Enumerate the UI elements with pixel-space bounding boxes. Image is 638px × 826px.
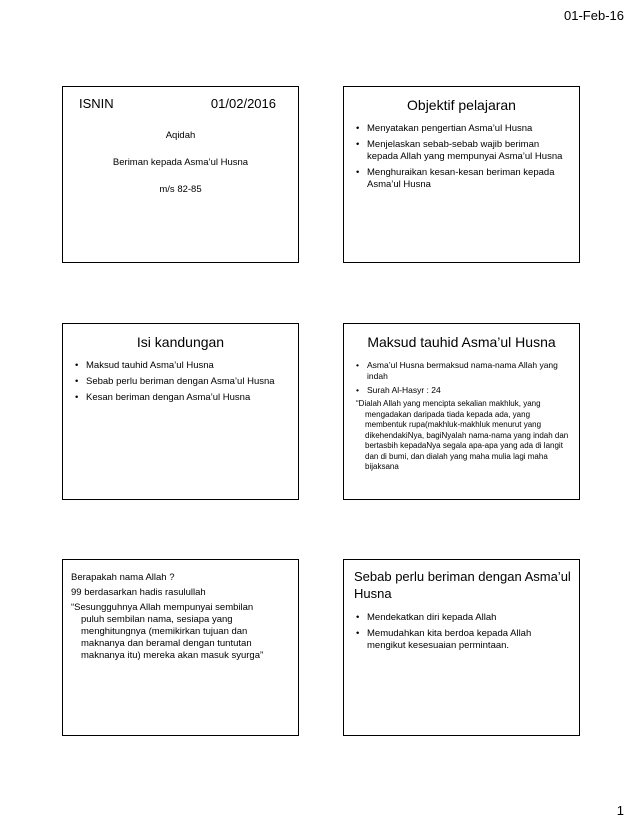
slide-3-bullet-list <box>63 360 298 404</box>
slide-1-subject: Aqidah <box>165 130 196 141</box>
page-number: 1 <box>616 803 624 818</box>
slide-5-quote-rest: puluh sembilan nama, sesiapa yang menghitungnya (memikirkan tujuan dan maknanya dan beramal dengan tuntutan maknanya itu) mereka akan masuk syurga” <box>81 614 264 661</box>
slide-4-quote-rest: mengadakan daripada tiada kepada ada, yang membentuk rupa(makhluk-makhluk menurut yang dikehendakiNya, bagiNyalah nama-nama yang indah dan bertasbih kepadaNya segala apa-apa yang ada di langit dan di bumi, dan dialah yang maha mulia lagi maha bijaksana <box>365 409 569 471</box>
list-item: • Menghuraikan kesan-kesan beriman kepada Asma’ul Husna <box>356 167 571 191</box>
slide-4-title: Maksud tauhid Asma’ul Husna <box>367 334 556 350</box>
slide-5 <box>62 559 299 736</box>
list-item: • Kesan beriman dengan Asma’ul Husna <box>75 392 290 404</box>
slide-4-quote <box>356 399 571 473</box>
slide-5-quote <box>71 602 290 662</box>
slide-6-bullet-list <box>344 612 579 652</box>
slide-2 <box>343 86 580 263</box>
slide-1 <box>62 86 299 263</box>
header-date: 01-Feb-16 <box>564 8 624 23</box>
list-item: • Memudahkan kita berdoa kepada Allah mengikut kesesuaian permintaan. <box>356 628 571 652</box>
slide-2-title: Objektif pelajaran <box>407 97 516 113</box>
slide-1-date: 01/02/2016 <box>210 96 276 111</box>
slide-3-title: Isi kandungan <box>136 334 225 350</box>
slide-3 <box>62 323 299 500</box>
list-item: • Surah Al-Hasyr : 24 <box>356 385 571 396</box>
list-item: • Sebab perlu beriman dengan Asma’ul Husna <box>75 376 290 388</box>
slide-1-topic: Beriman kepada Asma’ul Husna <box>112 157 249 168</box>
slide-5-answer: 99 berdasarkan hadis rasulullah <box>71 587 206 598</box>
slide-1-header <box>63 96 298 116</box>
slide-2-bullet-list <box>344 123 579 191</box>
slide-4-bullet-list <box>344 360 579 396</box>
slide-6 <box>343 559 580 736</box>
list-item: • Menjelaskan sebab-sebab wajib beriman kepada Allah yang mempunyai Asma’ul Husna <box>356 139 571 163</box>
slide-4 <box>343 323 580 500</box>
slide-1-pages: m/s 82-85 <box>159 184 202 195</box>
list-item: • Maksud tauhid Asma’ul Husna <box>75 360 290 372</box>
slide-5-question: Berapakah nama Allah ? <box>71 572 175 583</box>
slide-4-quote-first: “Dialah Allah yang mencipta sekalian makhluk, yang <box>356 399 541 408</box>
slide-1-day: ISNIN <box>79 96 114 111</box>
slide-5-body <box>71 572 290 662</box>
list-item: • Menyatakan pengertian Asma’ul Husna <box>356 123 571 135</box>
list-item: • Mendekatkan diri kepada Allah <box>356 612 571 624</box>
list-item: • Asma’ul Husna bermaksud nama-nama Allah yang indah <box>356 360 571 382</box>
slide-5-quote-first: “Sesungguhnya Allah mempunyai sembilan <box>71 602 254 613</box>
slide-6-title: Sebab perlu beriman dengan Asma’ul Husna <box>354 569 571 601</box>
